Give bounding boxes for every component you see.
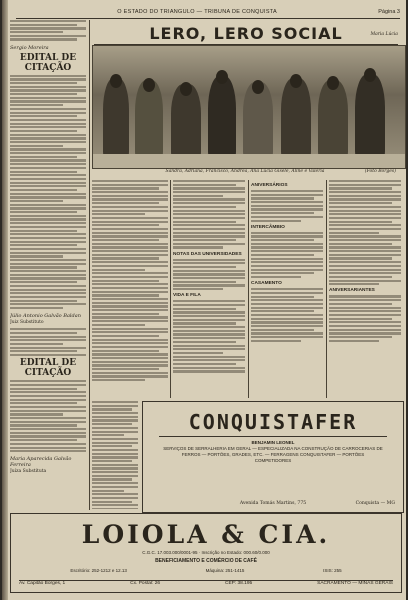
column-rule [89,20,90,510]
ad-loiola-phone-2: Máquina: 251-1415 [205,568,245,573]
left-text-block-1 [10,20,86,41]
page-number: Página 3 [378,9,400,15]
photo-credit: (Foto Borges) [364,169,396,174]
ad-loiola-registry: C.G.C. 17.003.000/0001-95 · Inscrição no Estado: 000.60/0.000 [142,550,270,555]
edital-signer-2-role: Juíza Substituta [10,469,47,475]
ad-conquistafer-address: Avenida Tomás Martins, 775 [239,501,307,506]
article-headline: LERO, LERO SOCIAL [149,23,343,43]
subhead: NOTAS DAS UNIVERSIDADES [173,251,242,257]
article-headline-bar [94,22,398,45]
ad-conquistafer [142,401,404,513]
subhead: CASAMENTO [251,281,282,287]
column-rule [248,180,249,398]
edital-title-1: EDITAL DE CITAÇÃO [19,52,77,73]
article-continuation [92,401,138,509]
column-rule [326,180,327,398]
ad-conquistafer-body [163,440,383,464]
left-column [10,20,86,515]
ad-loiola-city: SACRAMENTO — MINAS GERAIS [317,581,393,586]
ad-loiola-cep: CEP: 38.195 [224,581,253,586]
edital-title-2: EDITAL DE CITAÇÃO [19,358,77,379]
article-column-2 [173,180,245,398]
subhead: ANIVERSARIANTES [329,288,375,294]
page-header [16,6,400,19]
ad-conquistafer-city: Conquista — MG [355,501,395,506]
page-binding-edge [2,0,8,600]
photo-caption [94,169,396,178]
subhead: INTERCÂMBIO [251,224,285,230]
ad-loiola-phone-3: ISIS: 255 [323,568,342,573]
ad-loiola-footer [19,580,393,588]
photo-person [281,78,311,158]
ad-loiola-name: LOIOLA & CIA. [81,520,331,549]
subhead: ANIVERSÁRIOS [251,183,288,188]
caption-text: Sandra, Adriana, Francisco, Andrea, Ana Lúcia Gisele, Aline e Valéria [165,169,325,174]
photo-person [208,76,236,158]
ad-loiola-phones [31,568,381,573]
ad-loiola-pobox: Cx. Postal: 26 [130,581,161,586]
edital-body-1 [10,75,86,310]
ad-conquistafer-name: CONQUISTAFER [188,410,358,434]
column-rule [170,180,171,398]
ad-loiola [10,513,402,593]
ad-loiola-phone-1: Escritório: 252-1212 e 12.13 [70,568,127,573]
edital-signer-1-role: Juiz Substituto [10,320,44,326]
edital-signer-2: Maria Aparecida Galvão Ferreira [10,456,72,469]
ad-loiola-address: Av. Capitão Borges, 1 [19,581,66,586]
subhead: VIDA E FILA [173,293,201,299]
edital-body-2 [10,380,86,452]
article-byline: Maria Lúcia [370,32,398,37]
article-column-4 [329,180,401,398]
edital-signer-1: Júlio Antonio Galvão Baldan [10,313,81,320]
photo-person [355,74,385,158]
article-column-1 [92,180,168,398]
photo-person [318,80,348,158]
photo-person [103,78,129,158]
group-photo [92,45,406,169]
ad-conquistafer-owner: BENJAMIN LEONEL [251,440,295,445]
intro-signer: Sergio Moreira [10,44,49,51]
newspaper-page [2,0,406,600]
newspaper-name: O ESTADO DO TRIANGULO — TRIBUNA DE CONQUISTA [117,9,278,15]
article-column-3 [251,180,323,398]
ad-loiola-business: BENEFICIAMENTO E COMÉRCIO DE CAFÉ [155,558,257,564]
ad-conquistafer-services: SERVIÇOS DE SERRALHERIA EM GERAL — ESPECIALIZADA NA CONSTRUÇÃO DE CARROCERIAS DE FERROS — PORTÕES, GRADES, ETC. — FERRAGENS CONQUISTAFER — PORTÕES COMPETIDORES [163,446,383,463]
left-text-block-2 [10,328,86,356]
